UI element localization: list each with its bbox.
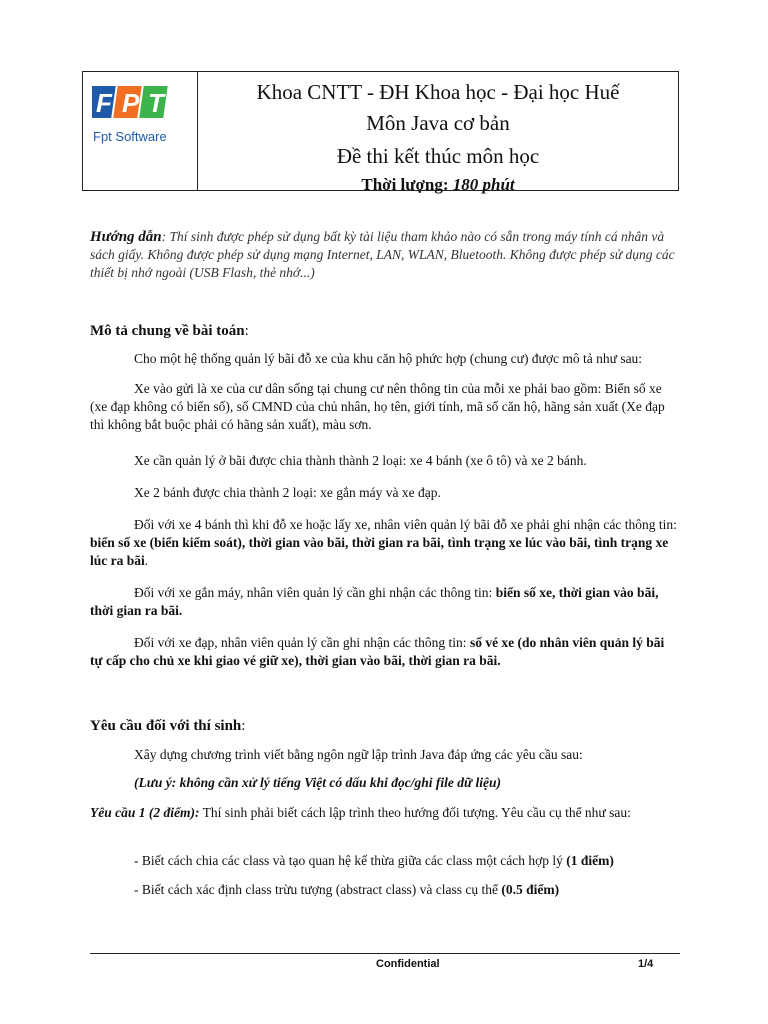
requirement-1: Yêu cầu 1 (2 điểm): Thí sinh phải biết cách lập trình theo hướng đối tượng. Yêu cầu cụ thể như sau:: [90, 805, 631, 820]
duration-value: 180 phút: [452, 175, 515, 194]
footer-divider: [90, 953, 680, 954]
section1-title: Mô tả chung về bài toán:: [90, 323, 249, 339]
fpt-logo-icon: [92, 84, 170, 122]
logo-letter-f: F: [96, 88, 112, 118]
section1-p6: Đối với xe gắn máy, nhân viên quản lý cần ghi nhận các thông tin: biển số xe, thời gian vào bãi, thời gian ra bãi.: [90, 585, 659, 618]
section2-p1: Xây dựng chương trình viết bằng ngôn ngữ lập trình Java đáp ứng các yêu cầu sau:: [134, 747, 583, 762]
section2-title: Yêu cầu đối với thí sinh:: [90, 718, 246, 734]
footer-confidential: Confidential: [376, 958, 440, 970]
bullet-2: - Biết cách xác định class trừu tượng (abstract class) và class cụ thể (0.5 điểm): [134, 882, 560, 897]
section1-p5: Đối với xe 4 bánh thì khi đỗ xe hoặc lấy xe, nhân viên quản lý bãi đỗ xe phải ghi nhận các thông tin: biển số xe (biển kiểm soát), thời gian vào bãi, thời gian ra bãi, tình trạng xe lúc vào bãi, tình trạng xe lúc ra bãi.: [90, 517, 677, 568]
duration-label: Thời lượng:: [361, 175, 449, 194]
faculty-title: Khoa CNTT - ĐH Khoa học - Đại học Huế: [256, 80, 620, 104]
title-cell: [198, 72, 678, 194]
footer-page-number: 1/4: [638, 958, 654, 970]
section1-p3: Xe cần quản lý ở bãi được chia thành thành 2 loại: xe 4 bánh (xe ô tô) và xe 2 bánh.: [134, 453, 587, 468]
logo-cell: [83, 72, 198, 190]
exam-title: Đề thi kết thúc môn học: [336, 144, 540, 168]
logo-caption: Fpt Software: [93, 129, 167, 144]
bullet-1: - Biết cách chia các class và tạo quan hệ kế thừa giữa các class một cách hợp lý (1 điểm): [134, 853, 614, 868]
duration: [198, 172, 678, 198]
section1-p1: Cho một hệ thống quản lý bãi đỗ xe của khu căn hộ phức hợp (chung cư) được mô tả như sau:: [134, 351, 643, 366]
instructions-text: : Thí sinh được phép sử dụng bất kỳ tài liệu tham khảo nào có sẵn trong máy tính cá nhân và sách giấy. Không được phép sử dụng mạng Internet, LAN, WLAN, Bluetooth. Không được phép sử dụng các thiết bị nhớ ngoài (USB Flash, thẻ nhớ...): [90, 229, 675, 280]
header-box: [82, 71, 679, 194]
logo-letter-t: T: [148, 88, 164, 118]
instructions: [90, 228, 680, 282]
section1-p7: Đối với xe đạp, nhân viên quản lý cần ghi nhận các thông tin: số vé xe (do nhân viên quản lý bãi tự cấp cho chủ xe khi giao vé giữ xe), thời gian vào bãi, thời gian ra bãi.: [90, 635, 665, 668]
logo-letter-p: P: [122, 88, 140, 118]
section1-p2: Xe vào gửi là xe của cư dân sống tại chung cư nên thông tin của mỗi xe phải bao gồm: Biển số xe (xe đạp không có biển số), số CMND của chủ nhân, họ tên, giới tính, mã số căn hộ, hãng sản xuất (Xe đạp thì không bắt buộc phải có hãng sản xuất), màu sơn.: [90, 381, 665, 432]
section2-note: (Lưu ý: không cần xử lý tiếng Việt có dấu khi đọc/ghi file dữ liệu): [134, 775, 502, 790]
instructions-label: Hướng dẫn: [90, 229, 162, 245]
course-title: Môn Java cơ bản: [366, 111, 510, 135]
section1-p4: Xe 2 bánh được chia thành 2 loại: xe gắn máy và xe đạp.: [134, 485, 441, 500]
